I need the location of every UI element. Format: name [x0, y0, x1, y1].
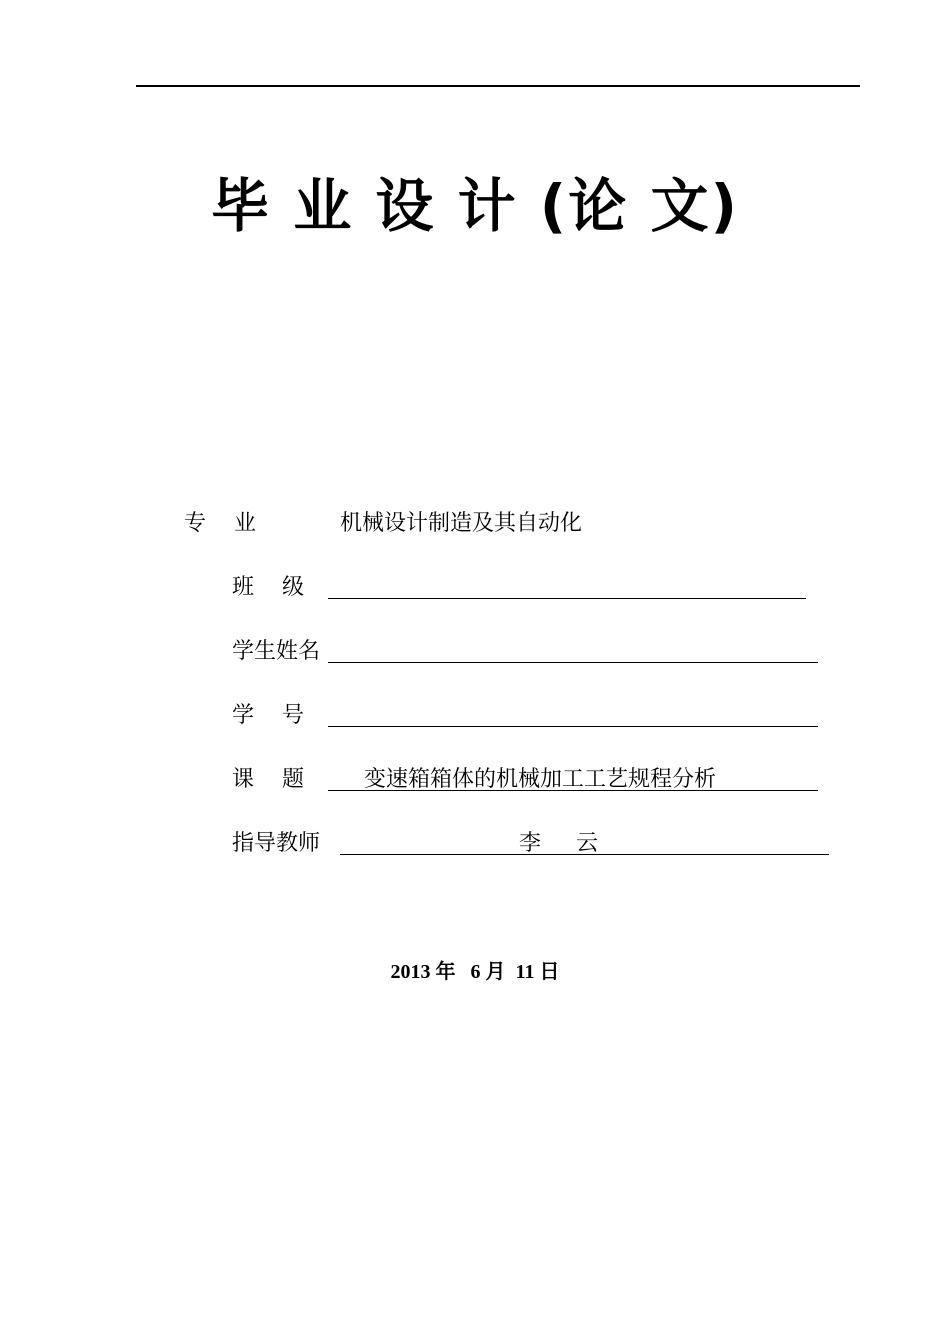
student-id-underline: [328, 726, 818, 727]
advisor-underline: [340, 854, 829, 855]
topic-value: 变速箱箱体的机械加工工艺规程分析: [364, 767, 717, 792]
advisor-label: 指导教师: [232, 831, 321, 856]
student-name-label: 学生姓名: [232, 639, 321, 664]
field-student-name: [232, 637, 822, 667]
field-advisor: [232, 829, 832, 859]
class-label: 班 级: [232, 575, 304, 600]
major-label: 专 业: [184, 511, 256, 536]
student-id-label: 学 号: [232, 703, 304, 728]
class-underline: [328, 598, 806, 599]
field-class: [232, 573, 822, 603]
major-value: 机械设计制造及其自动化: [340, 511, 583, 536]
thesis-title: 毕 业 设 计 (论 文): [211, 172, 739, 240]
student-name-underline: [328, 662, 818, 663]
submission-date: 2013 年 6 月 11 日: [390, 961, 560, 983]
field-student-id: [232, 701, 822, 731]
topic-underline: [328, 790, 818, 791]
topic-label: 课 题: [232, 767, 304, 792]
field-major: [184, 509, 684, 539]
field-topic: [232, 765, 822, 795]
header-rule: [136, 85, 860, 87]
advisor-value: 李 云: [519, 831, 598, 856]
